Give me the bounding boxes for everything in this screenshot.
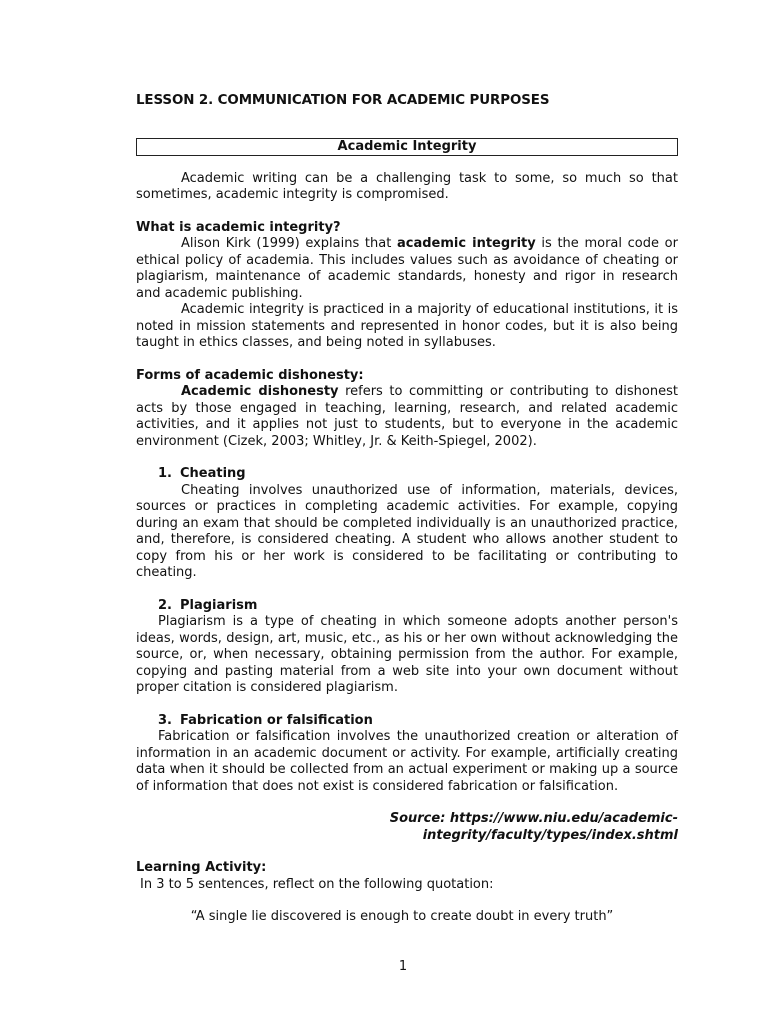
section-title-box: Academic Integrity bbox=[136, 138, 678, 156]
lesson-title: LESSON 2. COMMUNICATION FOR ACADEMIC PURPOSES bbox=[136, 93, 550, 108]
learning-activity-heading: Learning Activity: bbox=[136, 860, 267, 875]
definition-paragraph bbox=[136, 236, 678, 302]
item-heading-fabrication bbox=[136, 713, 678, 730]
dishonesty-paragraph bbox=[136, 384, 678, 450]
item-heading-cheating bbox=[136, 466, 678, 483]
fabrication-paragraph: Fabrication or falsification involves the unauthorized creation or alteration of information in an academic document or activity. For example, artificially creating data when it should be collected from an actual experiment or making up a source of information that does not exist is considered fabrication or falsification. bbox=[136, 729, 678, 794]
item-number: 3. bbox=[158, 712, 172, 728]
plagiarism-paragraph: Plagiarism is a type of cheating in which someone adopts another person's ideas, words, design, art, music, etc., as his or her own without acknowledging the source, or, when necessary, obtaining permission from the author. For example, copying and pasting material from a web site into your own document without proper citation is considered plagiarism. bbox=[136, 614, 678, 695]
practice-paragraph: Academic integrity is practiced in a majority of educational institutions, it is noted in mission statements and represented in honor codes, but it is also being taught in ethics classes, and being noted in syllabuses. bbox=[136, 302, 678, 350]
dishonesty-term: Academic dishonesty bbox=[181, 384, 339, 399]
item-title: Plagiarism bbox=[180, 597, 258, 613]
what-is-heading: What is academic integrity? bbox=[136, 219, 341, 235]
definition-pre: Alison Kirk (1999) explains that bbox=[181, 236, 397, 251]
dishonesty-post: refers to committing or contributing to dishonest acts by those engaged in teaching, learning, research, and related academic activities, and it applies not just to students, but to everyone in the academic environment (Cizek, 2003; Whitley, Jr. & Keith-Spiegel, 2002). bbox=[136, 384, 678, 449]
item-title: Fabrication or falsification bbox=[180, 712, 373, 728]
item-title: Cheating bbox=[180, 466, 246, 481]
item-heading-plagiarism bbox=[136, 598, 678, 615]
cheating-paragraph: Cheating involves unauthorized use of information, materials, devices, sources or practices in completing academic activities. For example, copying during an exam that should be completed individually is an unauthorized practice, and, therefore, is considered cheating. A student who allows another student to copy from his or her work is considered to be facilitating or contributing to cheating. bbox=[136, 482, 678, 580]
page-number: 1 bbox=[398, 959, 408, 974]
definition-term: academic integrity bbox=[396, 236, 536, 251]
item-number: 1. bbox=[158, 466, 172, 481]
activity-instruction: In 3 to 5 sentences, reflect on the following quotation: bbox=[140, 876, 494, 892]
definition-post: is the moral code or ethical policy of academia. This includes values such as avoidance of cheating or plagiarism, maintenance of academic standards, honesty and rigor in research and academic publishing. bbox=[136, 236, 678, 301]
source-citation: Source: https://www.niu.edu/academic-integrity/faculty/types/index.shtml bbox=[389, 811, 678, 843]
quotation: “A single lie discovered is enough to create doubt in every truth” bbox=[190, 909, 614, 924]
intro-paragraph: Academic writing can be a challenging task to some, so much so that sometimes, academic integrity is compromised. bbox=[136, 170, 678, 202]
page-content bbox=[136, 93, 678, 926]
item-number: 2. bbox=[158, 597, 172, 613]
forms-heading: Forms of academic dishonesty: bbox=[136, 367, 364, 383]
